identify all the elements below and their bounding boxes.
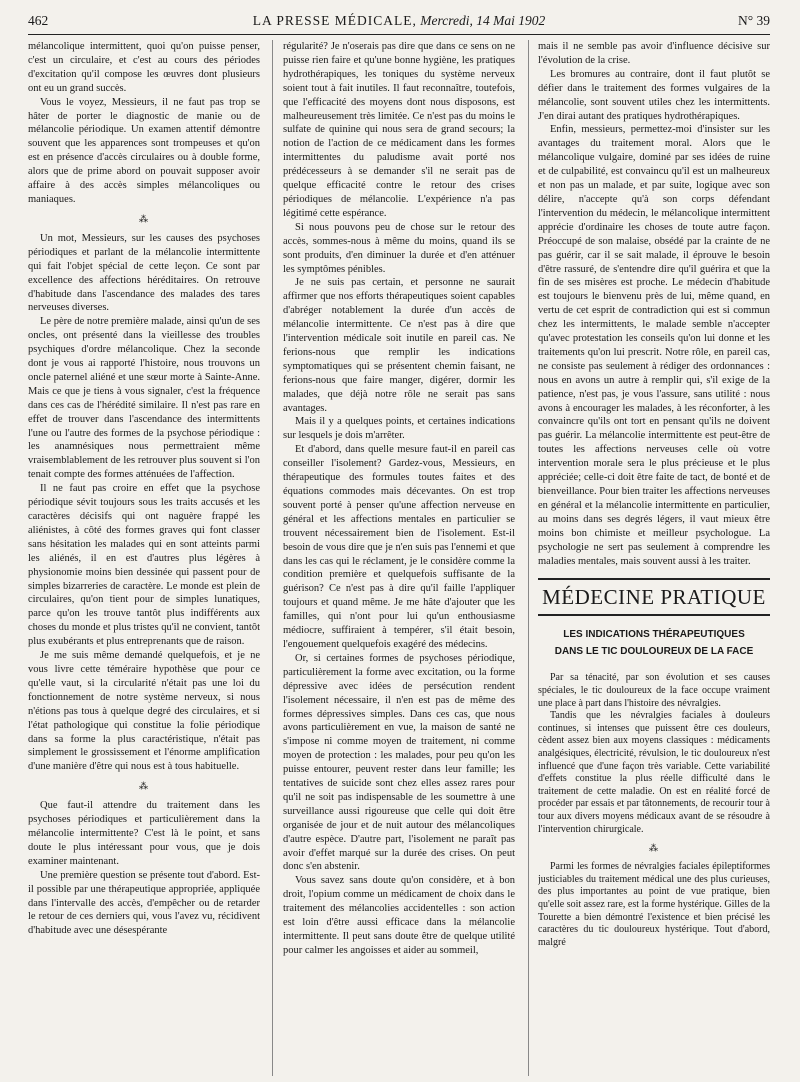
paragraph: Vous savez sans doute qu'on considère, et à bon droit, l'opium comme un médicament de choix dans le traitement des mélancolies accidentelles : son action est loin d'être aussi efficace dans la mélancolie intermittente. Il peut sans doute être de quelque utilité pour calmer les angoisses et aider au sommeil, xyxy=(283,875,515,956)
paragraph: Je me suis même demandé quelquefois, et je ne vous livre cette téméraire hypothèse que pour ce qu'elle vaut, si la circularité n'était pas une loi du fonctionnement de notre système nerveux, si nous n'étions pas tous à quelque degré des circulaires, et si l'état pathologique qui constitue la folie périodique dans sa forme la plus caractéristique, n'était pas simplement le grossissement et l'énorme amplification d'une manière d'être qui nous est à tous habituelle. xyxy=(28,650,260,773)
section-separator: ⁂ xyxy=(139,213,149,224)
issue-number: N° 39 xyxy=(737,13,770,28)
column-2 xyxy=(283,40,515,1076)
column-divider xyxy=(528,40,529,1076)
paragraph: Par sa ténacité, par son évolution et ses causes spéciales, le tic douloureux de la face occupe vraiment une place à part dans l'histoire des névralgies. xyxy=(538,672,770,709)
paragraph: Et d'abord, dans quelle mesure faut-il en pareil cas conseiller l'isolement? Gardez-vous, Messieurs, en thérapeutique des formules toutes faites et des équations commodes mais décevantes. On est trop souvent porté à penser qu'une affection nerveuse en général et les affections mentales en particulier se trouvent nécessairement bien de l'isolement. Est-il besoin de vous dire que je n'en suis pas l'ennemi et que dans les cas qui le réclament, je le considère comme la condition première et quelquefois suffisante de la guérison? Ce n'est pas à dire qu'il faille l'appliquer toujours et quand même. Je me hâte d'ajouter que les familles, qui n'ont pour lui qu'un enthousiasme médiocre, suffiraient à tempérer, s'il était besoin, l'engouement quelquefois exagéré des médecins. xyxy=(283,444,515,650)
paragraph: Que faut-il attendre du traitement dans les psychoses périodiques et particulièrement dans la mélancolie intermittente? C'est là le point, et sans doute le plus intéressant pour vous, que je dois examiner maintenant. xyxy=(28,800,260,867)
paragraph: Je ne suis pas certain, et personne ne saurait affirmer que nos efforts thérapeutiques soient capables d'abréger notablement la durée d'un accès de mélancolie intermittente. Ce n'est pas à dire que l'intervention médicale soit inutile en pareil cas. Ne ferions-nous que remplir les indications symptomatiques qui se présentent chemin faisant, ne ferions-nous que faire manger, digérer, dormir les malades, que déjà notre rôle ne serait pas sans avantages. xyxy=(283,277,515,414)
section-heading-box xyxy=(538,578,770,616)
issue-date: Mercredi, 14 Mai 1902 xyxy=(420,13,546,28)
paragraph: Il ne faut pas croire en effet que la psychose périodique sévit toujours sous les traits accusés et les caractères décisifs qui ont naguère frappé les aliénistes, à côté des formes graves qui font classer sans hésitation les malades qui en sont atteints parmi les aliénés, il en est d'autres plus légères à physionomie moins bien dessinée qui passent pour de simples bizarreries de caractère. Le monde est plein de circulaires, qu'on tient pour de simples lunatiques, parce qu'on les trouve tantôt plus indifférents aux choses du monde et plus tristes qu'il ne convient, tantôt plus exubérants et plus entreprenants que de raison. xyxy=(28,483,260,648)
column-divider xyxy=(272,40,273,1076)
paragraph: Enfin, messieurs, permettez-moi d'insister sur les avantages du traitement moral. Alors que le mélancolique vulgaire, dominé par ses idées de ruine et de culpabilité, est convaincu qu'il est un malheureux et non pas un malade, et par suite, logique avec son délire, n'accepte qu'à son corps défendant l'intervention du médecin, le mélancolique intermittent apprécie d'ordinaire les choses de toute autre façon. Préoccupé de son malaise, obsédé par la crainte de ne pas guérir, car il se sait malade, il éprouve le besoin d'être rassuré, de s'entendre dire qu'il guérira et que la fin de ses misères est proche. Le médecin d'habitude est toujours le bienvenu près de lui, même quand, en vertu de cet esprit de contradiction qui est si commun chez les intermittents, le malade semble n'accepter qu'avec protestation les conseils qu'on lui donne et les traitements qu'on lui prescrit. Notre rôle, en pareil cas, ne consiste pas seulement à rédiger des ordonnances : nous en avons un autre à remplir qui, s'il exige de la patience, n'est pas, je vous l'assure, sans utilité : nous avons à encourager les malades, à les réconforter, à les convaincre qu'ils ont tort en pensant qu'ils ne doivent pas guérir. La mélancolie intermittente est peut-être de toutes les affections nerveuses celle où votre intervention morale sera le plus précieuse et le plus appréciée; celle-ci doit être faite de tact, de bonté et de bienveillance. Pour bien traiter les affections nerveuses en général et la mélancolie intermittente en particulier, au moins dans ses degrés légers, il vaut mieux être moins bon chimiste et meilleur psychologue. La psychologie ne sert pas seulement à comprendre les maladies mentales, mais souvent aussi à les traiter. xyxy=(538,124,770,567)
column-1 xyxy=(28,40,260,1076)
paragraph: Or, si certaines formes de psychoses périodique, particulièrement la forme avec excitation, ou la forme dépressive avec idées de persécution rendent l'isolement nécessaire, il n'en est pas de même des formes dépressives simples. Dans ces cas, que nous avons particulièrement en vue, la maison de santé ne s'impose ni comme moyen de traitement, ni comme moyen de protection : les malades, pour peu qu'on les puisse entourer, peuvent rester dans leur famille; les tentatives de suicide sont chez elles assez rares pour qu'il ne soit pas indispensable de les soumettre à une surveillance aussi rigoureuse que celle qui doit être organisée de jour et de nuit autour des mélancoliques d'autre espèce. D'autre part, l'isolement ne paraît pas avoir d'effet marqué sur la durée des crises. On peut donc s'en abstenir. xyxy=(283,652,515,873)
paragraph: mélancolique intermittent, quoi qu'on puisse penser, c'est un circulaire, et c'est au cours des périodes d'excitation qu'il compose les œuvres dont plusieurs ont eu un grand succès. xyxy=(28,41,260,94)
header-rule xyxy=(28,34,770,35)
paragraph: Une première question se présente tout d'abord. Est-il possible par une thérapeutique appropriée, appliquée dans l'intervalle des accès, d'empêcher ou de retarder le retour de ces derniers qui, vous l'avez vu, récidivent d'habitude avec une désespérante xyxy=(28,869,260,937)
article-body xyxy=(538,672,770,949)
paragraph: Vous le voyez, Messieurs, il ne faut pas trop se hâter de porter le diagnostic de manie ou de mélancolie périodique. Un examen attentif démontre souvent que les apparences sont trompeuses et qu'on est en présence d'accès circulaires ou à double forme, alors que de prime abord on pouvait supposer avoir affaire à des accès simples mélancoliques ou maniaques. xyxy=(28,96,260,205)
paragraph: Le père de notre première malade, ainsi qu'un de ses oncles, ont présenté dans la vieillesse des troubles psychiques d'ordre mélancolique. Chez la seconde dont je vous ai rapporté l'histoire, nous trouvons un oncle paternel aliéné et une sœur morte à Sainte-Anne. Mais ce que je tiens à vous signaler, c'est la fréquence dans ces cas de l'hérédité similaire. Il n'est pas rare en effet de trouver dans l'ascendance des intermittents l'une ou l'autre des formes de la psychose périodique : les anamnésiques nous permettraient même vraisemblablement de les retrouver plus souvent si l'on tenait compte des formes atténuées de l'affection. xyxy=(28,316,260,481)
column-3 xyxy=(538,40,770,1076)
paragraph: Un mot, Messieurs, sur les causes des psychoses périodiques et parlant de la mélancolie intermittente qui fait l'objet spécial de cette leçon. Ce sont par excellence des affections héréditaires. On retrouve d'habitude dans l'ascendance des malades des tares nerveuses diverses. xyxy=(28,232,260,314)
paragraph: Mais il y a quelques points, et certaines indications sur lesquels je dois m'arrêter. xyxy=(283,416,515,442)
section-title: MÉDECINE PRATIQUE xyxy=(542,585,766,610)
masthead xyxy=(28,10,770,32)
paragraph: mais il ne semble pas avoir d'influence décisive sur l'évolution de la crise. xyxy=(538,41,770,66)
section-separator: ⁂ xyxy=(649,843,659,854)
article-title xyxy=(538,626,770,660)
page-header xyxy=(28,10,770,32)
paragraph: Si nous pouvons peu de chose sur le retour des accès, sommes-nous à même du moins, quand ils se sont produits, d'en diminuer la durée et d'en atténuer les symptômes pénibles. xyxy=(283,221,515,275)
paragraph: Tandis que les névralgies faciales à douleurs continues, si intenses que puissent être ces douleurs, cèdent assez bien aux moyens classiques : médicaments analgésiques, électricité, révulsion, le tic douloureux n'est influencé que d'une façon très variable. Cette variabilité d'effets constitue la plus réelle difficulté dans le traitement de cette maladie. On est en réalité forcé de procéder par essais et par tâtonnements, de recourir tour à tour aux divers moyens médicaux avant de se résoudre à l'intervention chirurgicale. xyxy=(538,710,770,835)
paragraph: Parmi les formes de névralgies faciales épileptiformes justiciables du traitement médical une des plus curieuses, des plus importantes au point de vue pratique, bien qu'elle soit assez rare, est la forme hystérique. Gilles de la Tourette a bien démontré l'existence et bien précisé les caractères du tic douloureux hystérique. Tout d'abord, malgré xyxy=(538,861,770,948)
paragraph: régularité? Je n'oserais pas dire que dans ce sens on ne puisse rien faire et qu'une bonne hygiène, les pratiques hydrothérapiques, les toniques du système nerveux soient tout à fait inutiles. Il faut reconnaître, toutefois, que l'efficacité des moyens dont nous disposons, est malheureusement très limitée. Ce n'est pas du moins le sulfate de quinine qui nous sera de grand secours; la notion de l'action de ce médicament dans les formes intermittentes du paludisme avait porté nos prédécesseurs à se demander s'il ne serait pas de quelque efficacité contre le retour des crises périodiques de mélancolie. L'expérience n'a pas légitimé cette espérance. xyxy=(283,41,515,219)
article-title-line: LES INDICATIONS THÉRAPEUTIQUES xyxy=(563,629,745,641)
paragraph: Les bromures au contraire, dont il faut plutôt se défier dans le traitement des formes vulgaires de la mélancolie, sont souvent utiles chez les intermittents. J'en dirai autant des pratiques hydrothérapiques. xyxy=(538,68,770,122)
journal-title: LA PRESSE MÉDICALE, xyxy=(252,13,417,28)
page-number: 462 xyxy=(28,13,49,28)
article-title-line: DANS LE TIC DOULOUREUX DE LA FACE xyxy=(554,646,754,658)
section-separator: ⁂ xyxy=(139,781,149,792)
